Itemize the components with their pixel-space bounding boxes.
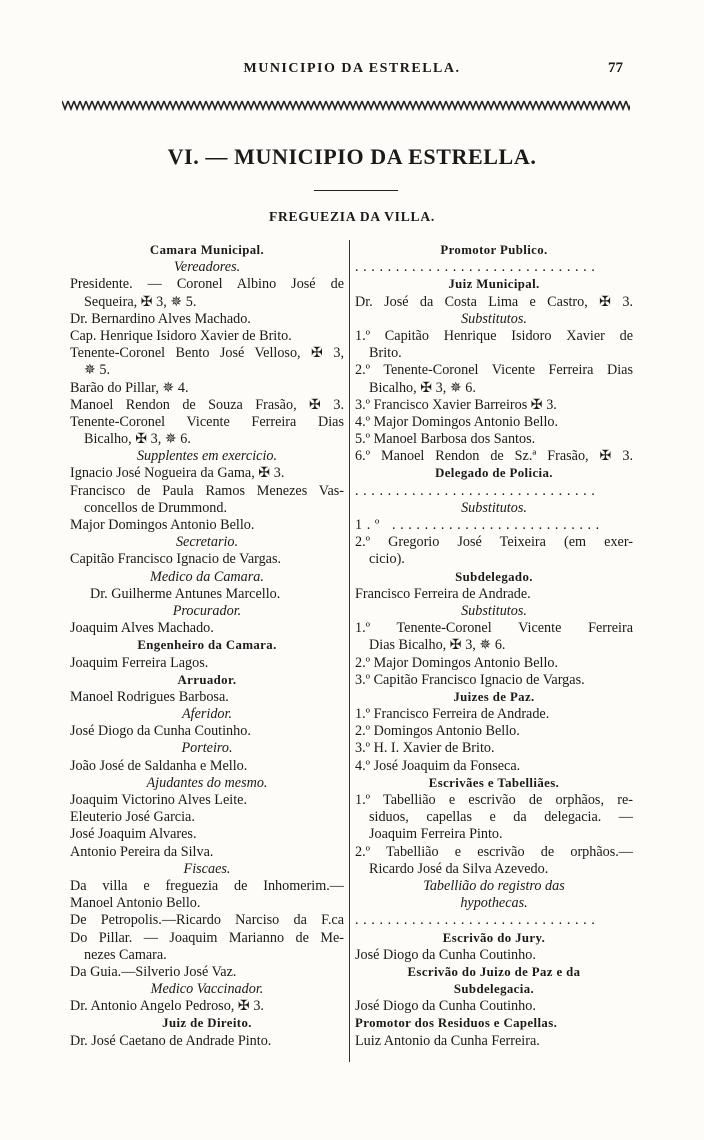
dotted-leader: 1.º ..........................	[355, 517, 604, 533]
subheading-vereadores: Vereadores.	[173, 259, 241, 276]
list-item: Dr. Guilherme Antunes Marcello.	[90, 585, 281, 602]
list-item: 2.º Gregorio José Teixeira (em exer-	[355, 534, 633, 551]
subsection-title: FREGUEZIA DA VILLA.	[268, 209, 436, 224]
list-item: 2.º Tabellião e escrivão de orphãos.—	[355, 843, 633, 860]
dotted-leader: ..............................	[355, 259, 600, 276]
subheading-secretario: Secretario.	[175, 534, 239, 551]
list-item: Tenente-Coronel Bento José Velloso, ✠ 3,	[70, 345, 344, 362]
heading-arruador: Arruador.	[177, 672, 237, 687]
list-item: Do Pillar. — Joaquim Marianno de Me-	[70, 929, 344, 946]
list-item: Tenente-Coronel Vicente Ferreira Dias	[70, 413, 344, 430]
list-item: Joaquim Victorino Alves Leite.	[70, 792, 247, 808]
list-item: De Petropolis.—Ricardo Narciso da F.ca	[70, 912, 344, 929]
list-item: Cap. Henrique Isidoro Xavier de Brito.	[70, 327, 292, 344]
list-item: José Diogo da Cunha Coutinho.	[355, 998, 536, 1015]
heading-escrivao-jury: Escrivão do Jury.	[442, 930, 546, 945]
list-item: Dr. José Caetano de Andrade Pinto.	[70, 1032, 272, 1049]
heading-promotor-publico: Promotor Publico.	[440, 243, 548, 257]
subheading-substitutos: Substitutos.	[461, 602, 527, 619]
list-item: Brito.	[369, 345, 402, 362]
list-item: Manoel Antonio Bello.	[70, 895, 201, 912]
list-item: José Joaquim Alvares.	[70, 826, 197, 843]
subheading-hypothecas: hypothecas.	[460, 895, 528, 912]
subheading-ajudantes: Ajudantes do mesmo.	[146, 774, 268, 791]
list-item: concellos de Drummond.	[84, 499, 228, 516]
list-item: Da villa e freguezia de Inhomerim.—	[70, 877, 344, 894]
subheading-tabelliao: Tabellião do registro das	[423, 877, 565, 894]
list-item: Da Guia.—Silverio José Vaz.	[70, 963, 237, 980]
list-item: Manoel Rendon de Souza Frasão, ✠ 3.	[70, 396, 344, 413]
list-item: Eleuterio José Garcia.	[70, 809, 195, 826]
list-item: Barão do Pillar, ✵ 4.	[70, 379, 189, 396]
subheading-medico-vaccinador: Medico Vaccinador.	[150, 981, 264, 998]
heading-juiz-municipal: Juiz Municipal.	[448, 277, 540, 292]
list-item: 3.º Francisco Xavier Barreiros ✠ 3.	[355, 396, 557, 413]
title-rule	[314, 190, 398, 191]
heading-engenheiro: Engenheiro da Camara.	[137, 638, 277, 653]
ornamental-rule	[62, 99, 630, 111]
list-item: Dias Bicalho, ✠ 3, ✵ 6.	[369, 637, 506, 654]
list-item: Antonio Pereira da Silva.	[70, 843, 214, 860]
heading-delegado: Delegado de Policia.	[435, 466, 553, 481]
list-item: Luiz Antonio da Cunha Ferreira.	[355, 1032, 540, 1049]
list-item: Joaquim Ferreira Lagos.	[70, 654, 209, 671]
list-item: 4.º José Joaquim da Fonseca.	[355, 757, 521, 774]
heading-subdelegado: Subdelegado.	[455, 569, 533, 584]
list-item: Ricardo José da Silva Azevedo.	[369, 860, 549, 877]
list-item: cicio).	[369, 551, 405, 568]
list-item: 3.º H. I. Xavier de Brito.	[355, 740, 495, 757]
dotted-leader: ..............................	[355, 912, 600, 929]
list-item: 2.º Major Domingos Antonio Bello.	[355, 654, 559, 671]
list-item: Joaquim Alves Machado.	[70, 620, 214, 637]
subheading-procurador: Procurador.	[172, 602, 242, 619]
page-number: 77	[608, 60, 623, 76]
subheading-supplentes: Supplentes em exercicio.	[136, 448, 278, 465]
column-divider	[349, 240, 350, 1062]
subheading-aferidor: Aferidor.	[181, 706, 233, 723]
subheading-substitutos: Substitutos.	[461, 499, 527, 516]
list-item: Sequeira, ✠ 3, ✵ 5.	[84, 293, 197, 310]
list-item: Bicalho, ✠ 3, ✵ 6.	[84, 431, 191, 448]
list-item: João José de Saldanha e Mello.	[70, 757, 248, 774]
list-item: Dr. José da Costa Lima e Castro, ✠ 3.	[355, 293, 633, 310]
subheading-fiscaes: Fiscaes.	[183, 860, 231, 877]
list-item: Bicalho, ✠ 3, ✵ 6.	[369, 379, 476, 396]
dotted-leader: ..............................	[355, 482, 600, 499]
running-title: MUNICIPIO DA ESTRELLA.	[243, 61, 461, 76]
list-item: Francisco Ferreira de Andrade.	[355, 585, 531, 602]
list-item: Dr. Bernardino Alves Machado.	[70, 310, 251, 327]
list-item: Capitão Francisco Ignacio de Vargas.	[70, 551, 282, 568]
heading-camara-municipal: Camara Municipal.	[149, 243, 265, 257]
list-item: nezes Camara.	[84, 946, 167, 963]
subheading-medico: Medico da Camara.	[150, 568, 264, 585]
heading-promotor-residuos: Promotor dos Residuos e Capellas.	[355, 1016, 558, 1031]
heading-escrivaes: Escrivães e Tabelliães.	[428, 775, 560, 790]
list-item: 2.º Tenente-Coronel Vicente Ferreira Dias	[355, 362, 633, 379]
list-item: 6.º Manoel Rendon de Sz.ª Frasão, ✠ 3.	[355, 448, 633, 465]
list-item: 1.º Tenente-Coronel Vicente Ferreira	[355, 620, 633, 637]
heading-escrivao-juizo: Escrivão do Juizo de Paz e da	[407, 964, 581, 979]
list-item: Presidente. — Coronel Albino José de	[70, 276, 344, 293]
list-item: ✵ 5.	[84, 362, 111, 379]
list-item: 4.º Major Domingos Antonio Bello.	[355, 413, 559, 430]
subheading-substitutos: Substitutos.	[461, 310, 527, 327]
list-item: Francisco de Paula Ramos Menezes Vas-	[70, 482, 344, 499]
heading-subdelegacia: Subdelegacia.	[453, 982, 535, 997]
right-column	[355, 242, 633, 1050]
list-item: Dr. Antonio Angelo Pedroso, ✠ 3.	[70, 998, 264, 1015]
list-item: 1.º Francisco Ferreira de Andrade.	[355, 706, 550, 723]
subheading-porteiro: Porteiro.	[181, 740, 233, 757]
list-item: 1.º Tabellião e escrivão de orphãos, re-	[355, 792, 633, 808]
list-item: 1.º Capitão Henrique Isidoro Xavier de	[355, 327, 633, 344]
list-item: siduos, capellas e da delegacia. —	[369, 809, 633, 826]
left-column	[70, 242, 344, 1050]
list-item: Major Domingos Antonio Bello.	[70, 517, 255, 533]
list-item: Manoel Rodrigues Barbosa.	[70, 688, 229, 705]
list-item: 5.º Manoel Barbosa dos Santos.	[355, 431, 536, 448]
heading-juiz-direito: Juiz de Direito.	[162, 1016, 252, 1031]
list-item: 2.º Domingos Antonio Bello.	[355, 723, 520, 740]
list-item: 3.º Capitão Francisco Ignacio de Vargas.	[355, 671, 585, 688]
list-item: José Diogo da Cunha Coutinho.	[355, 946, 536, 963]
section-title: VI. — MUNICIPIO DA ESTRELLA.	[167, 144, 537, 169]
heading-juizes-paz: Juizes de Paz.	[453, 689, 535, 704]
list-item: José Diogo da Cunha Coutinho.	[70, 723, 251, 740]
list-item: Joaquim Ferreira Pinto.	[369, 826, 503, 843]
list-item: Ignacio José Nogueira da Gama, ✠ 3.	[70, 465, 285, 482]
